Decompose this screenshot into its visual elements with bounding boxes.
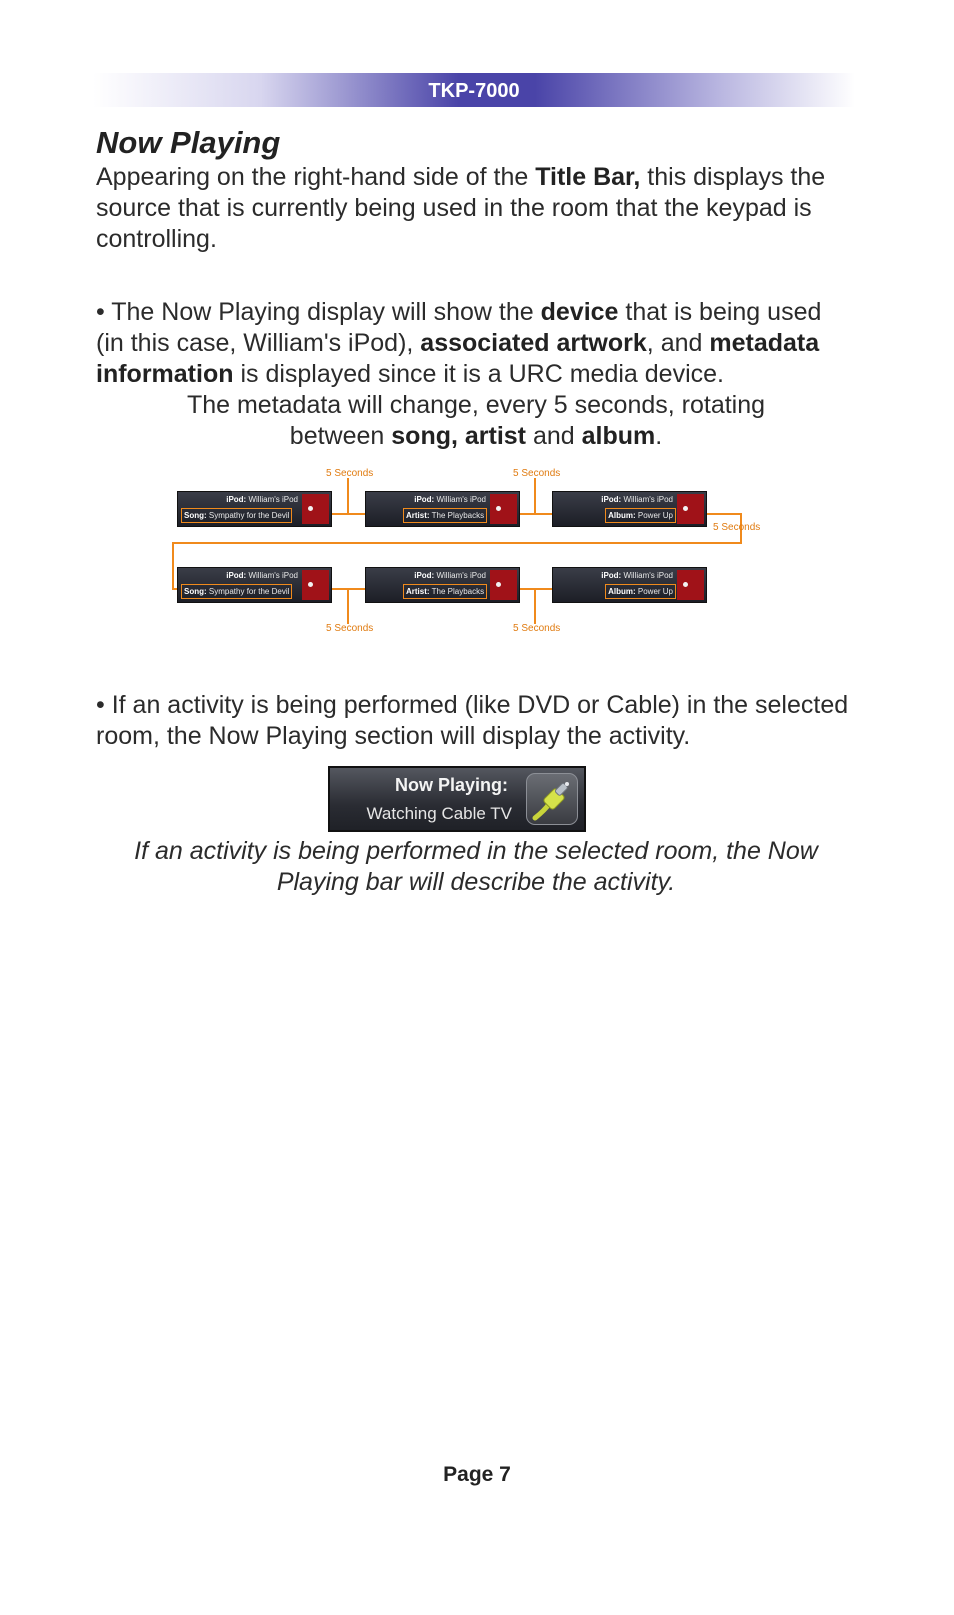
bullet1-bold-artwork: associated artwork xyxy=(420,329,647,357)
tile-meta-label: Artist: xyxy=(406,587,430,596)
tile-device-value: William's iPod xyxy=(248,495,298,504)
figure-caption: If an activity is being performed in the selected room, the Now Playing bar will describe the activity. xyxy=(134,837,818,896)
bullet1-text-e: , and xyxy=(646,329,710,357)
intro-text-2: this displays the source that is currently being used in the room that the keypad is controlling. xyxy=(96,163,826,253)
now-playing-tile xyxy=(177,567,332,603)
tile-metadata xyxy=(605,508,676,523)
now-playing-activity: Watching Cable TV xyxy=(366,804,512,823)
connector-line xyxy=(705,513,742,515)
album-artwork xyxy=(302,570,329,600)
tile-device-label: iPod: xyxy=(414,571,435,580)
bullet1-bold-metadata: metadata information xyxy=(96,329,820,388)
album-artwork xyxy=(490,570,517,600)
connector-line xyxy=(347,588,349,624)
tile-device xyxy=(414,495,486,504)
tile-device xyxy=(226,495,298,504)
bullet-activity xyxy=(96,690,856,752)
album-artwork xyxy=(302,494,329,524)
tile-metadata xyxy=(605,584,676,599)
cable-connector-icon xyxy=(526,773,578,825)
now-playing-tile xyxy=(365,491,520,527)
bullet-now-playing xyxy=(96,297,856,452)
tile-device-label: iPod: xyxy=(601,495,622,504)
tile-meta-label: Album: xyxy=(608,587,636,596)
interval-label: 5 Seconds xyxy=(326,468,374,479)
tile-meta-value: Sympathy for the Devil xyxy=(208,587,290,596)
section-title: Now Playing xyxy=(96,125,281,160)
tile-device-label: iPod: xyxy=(226,495,247,504)
bullet1-text-h: The metadata will change, every 5 seconds, rotating between xyxy=(186,391,766,450)
bullet1-text-l: . xyxy=(655,422,663,450)
connector-line xyxy=(172,542,174,590)
intro-bold-title-bar: Title Bar, xyxy=(535,163,641,191)
tile-meta-label: Artist: xyxy=(406,511,430,520)
tile-device xyxy=(601,571,673,580)
intro-paragraph xyxy=(96,162,856,255)
tile-meta-label: Album: xyxy=(608,511,636,520)
now-playing-title: Now Playing: xyxy=(394,775,508,795)
bullet1-text-g: is displayed since it is a URC media device. xyxy=(233,360,724,388)
tile-device-value: William's iPod xyxy=(623,495,673,504)
bullet1-bold-album: album xyxy=(581,422,656,450)
bullet1-bold-device: device xyxy=(540,298,619,326)
page-number: Page 7 xyxy=(443,1463,511,1486)
interval-label: 5 Seconds xyxy=(326,623,374,634)
tile-device-label: iPod: xyxy=(601,571,622,580)
tile-device xyxy=(414,571,486,580)
tile-device-value: William's iPod xyxy=(248,571,298,580)
tile-device xyxy=(601,495,673,504)
tile-device-value: William's iPod xyxy=(436,495,486,504)
bullet1-text-j: and xyxy=(526,422,582,450)
album-artwork xyxy=(677,494,704,524)
tile-meta-value: The Playbacks xyxy=(431,511,485,520)
bullet1-text-c: that is being used (in this case, William's iPod), xyxy=(96,298,822,357)
now-playing-tile xyxy=(552,567,707,603)
interval-label: 5 Seconds xyxy=(513,468,561,479)
tile-meta-label: Song: xyxy=(184,511,207,520)
tile-meta-value: Power Up xyxy=(637,511,673,520)
connector-line xyxy=(347,478,349,514)
tile-metadata xyxy=(181,584,292,599)
interval-label: 5 Seconds xyxy=(713,522,761,533)
header-band xyxy=(93,73,855,107)
tile-device-label: iPod: xyxy=(226,571,247,580)
tile-metadata xyxy=(403,584,487,599)
now-playing-tile xyxy=(552,491,707,527)
tile-device-value: William's iPod xyxy=(623,571,673,580)
document-title: TKP-7000 xyxy=(428,80,520,102)
now-playing-tile xyxy=(177,491,332,527)
album-artwork xyxy=(490,494,517,524)
tile-meta-value: Power Up xyxy=(637,587,673,596)
tile-meta-value: The Playbacks xyxy=(431,587,485,596)
tile-metadata xyxy=(403,508,487,523)
connector-line xyxy=(172,542,742,544)
connector-line xyxy=(534,478,536,514)
connector-line xyxy=(534,588,536,624)
tile-meta-value: Sympathy for the Devil xyxy=(208,511,290,520)
bullet1-bold-song-artist: song, artist xyxy=(391,422,527,450)
now-playing-tile xyxy=(365,567,520,603)
intro-text-1: Appearing on the right-hand side of the xyxy=(96,163,536,191)
album-artwork xyxy=(677,570,704,600)
now-playing-bar xyxy=(328,766,586,832)
bullet2-text: • If an activity is being performed (like DVD or Cable) in the selected room, the Now Playing section will display the activity. xyxy=(96,691,849,750)
tile-device-value: William's iPod xyxy=(436,571,486,580)
bullet1-text-a: • The Now Playing display will show the xyxy=(96,298,541,326)
interval-label: 5 Seconds xyxy=(513,623,561,634)
tile-metadata xyxy=(181,508,292,523)
tile-meta-label: Song: xyxy=(184,587,207,596)
tile-device-label: iPod: xyxy=(414,495,435,504)
metadata-rotation-diagram xyxy=(160,470,780,650)
tile-device xyxy=(226,571,298,580)
